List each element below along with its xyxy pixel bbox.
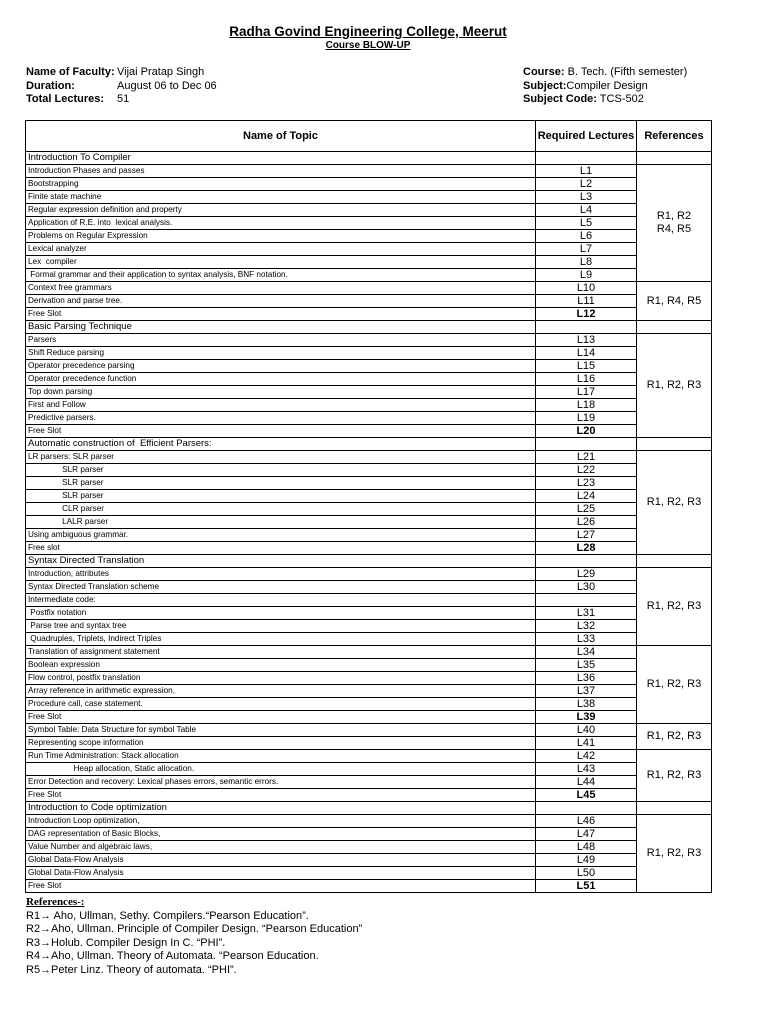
lecture-cell: L34 [536,646,637,659]
topic-cell: Introduction To Compiler [26,152,536,165]
subject-value: Compiler Design [566,79,648,92]
lecture-cell: L4 [536,204,637,217]
lecture-cell: L37 [536,685,637,698]
topic-cell: Introduction Phases and passes [26,165,536,178]
table-row [26,841,712,854]
topic-cell: Free Slot [26,789,536,802]
reference-cell: R1, R2, R3 [637,568,712,646]
topic-cell: Automatic construction of Efficient Parsers: [26,438,536,451]
lecture-cell: L25 [536,503,637,516]
course-info [523,66,687,107]
topic-cell: Bootstrapping [26,178,536,191]
faculty-info [26,66,217,107]
lecture-cell [536,152,637,165]
table-row [26,607,712,620]
lecture-cell: L13 [536,334,637,347]
lecture-cell: L12 [536,308,637,321]
table-row [26,490,712,503]
table-row [26,360,712,373]
reference-item: R5→Peter Linz. Theory of automata. “PHI”. [26,963,237,976]
topic-cell: Problems on Regular Expression [26,230,536,243]
lecture-cell: L9 [536,269,637,282]
lecture-cell: L49 [536,854,637,867]
faculty-label: Name of Faculty: [26,66,115,78]
table-row [26,399,712,412]
topic-cell: Value Number and algebraic laws, [26,841,536,854]
table-row [26,425,712,438]
lecture-cell: L40 [536,724,637,737]
lecture-cell: L11 [536,295,637,308]
reference-cell: R1, R2, R3 [637,646,712,724]
table-row [26,880,712,893]
topic-cell: Formal grammar and their application to syntax analysis, BNF notation. [26,269,536,282]
topic-cell: Derivation and parse tree. [26,295,536,308]
table-row [26,867,712,880]
topic-cell: Finite state machine [26,191,536,204]
reference-cell: R1, R2, R3 [637,815,712,893]
lecture-cell: L1 [536,165,637,178]
reference-cell [637,555,712,568]
college-title: Radha Govind Engineering College, Meerut [229,24,507,39]
lecture-cell: L46 [536,815,637,828]
table-row [26,191,712,204]
topic-cell: Procedure call, case statement. [26,698,536,711]
topic-cell: Operator precedence function [26,373,536,386]
lecture-cell: L29 [536,568,637,581]
lecture-cell [536,594,637,607]
topic-cell: Lexical analyzer [26,243,536,256]
lecture-cell: L22 [536,464,637,477]
table-row [26,633,712,646]
topic-cell: Symbol Table: Data Structure for symbol Table [26,724,536,737]
topic-cell: Array reference in arithmetic expression, [26,685,536,698]
table-row [26,321,712,334]
lecture-table [25,120,712,893]
table-row [26,581,712,594]
topic-cell: LR parsers: SLR parser [26,451,536,464]
topic-cell: CLR parser [26,503,536,516]
topic-cell: SLR parser [26,477,536,490]
lecture-cell: L14 [536,347,637,360]
lecture-cell: L20 [536,425,637,438]
reference-cell [637,321,712,334]
lecture-cell: L6 [536,230,637,243]
table-row [26,828,712,841]
reference-item: R1→ Aho, Ullman, Sethy. Compilers.“Pearson Education”. [26,909,309,922]
table-row [26,334,712,347]
reference-cell: R1, R2, R3 [637,724,712,750]
table-row [26,412,712,425]
topic-cell: Basic Parsing Technique [26,321,536,334]
table-row [26,776,712,789]
table-row [26,451,712,464]
reference-cell: R1, R4, R5 [637,282,712,321]
topic-cell: SLR parser [26,490,536,503]
table-row [26,789,712,802]
course-value: B. Tech. (Fifth semester) [564,66,688,78]
lecture-cell: L41 [536,737,637,750]
table-row [26,542,712,555]
lecture-cell: L45 [536,789,637,802]
topic-cell: Parse tree and syntax tree [26,620,536,633]
table-row [26,438,712,451]
references-heading: References-: [26,896,85,908]
topic-cell: Syntax Directed Translation scheme [26,581,536,594]
topic-cell: Introduction to Code optimization [26,802,536,815]
lecture-cell: L27 [536,529,637,542]
reference-cell: R1, R2, R3 [637,750,712,802]
lecture-cell: L18 [536,399,637,412]
lectures-label: Total Lectures: [26,93,105,105]
topic-cell: Heap allocation, Static allocation. [26,763,536,776]
lecture-cell: L3 [536,191,637,204]
lecture-cell: L10 [536,282,637,295]
lecture-cell: L2 [536,178,637,191]
duration-label: Duration: [26,79,75,92]
course-label: Course: [523,66,565,78]
lectures-value: 51 [117,93,130,105]
table-body [26,152,712,893]
topic-cell: Introduction, attributes [26,568,536,581]
lecture-cell: L36 [536,672,637,685]
table-header-row [26,121,712,152]
reference-cell: R1, R2, R3 [637,451,712,555]
lecture-cell: L7 [536,243,637,256]
reference-cell [637,802,712,815]
table-row [26,685,712,698]
duration-value: August 06 to Dec 06 [117,79,217,92]
table-row [26,568,712,581]
course-subtitle: Course BLOW-UP [325,40,411,51]
table-row [26,204,712,217]
lecture-cell: L39 [536,711,637,724]
reference-cell: R1, R2 R4, R5 [637,165,712,282]
table-row [26,230,712,243]
table-row [26,295,712,308]
topic-cell: Run Time Administration: Stack allocation [26,750,536,763]
topic-cell: LALR parser [26,516,536,529]
table-row [26,477,712,490]
table-row [26,373,712,386]
lecture-cell: L16 [536,373,637,386]
table-row [26,646,712,659]
lecture-cell: L33 [536,633,637,646]
reference-item: R2→Aho, Ullman. Principle of Compiler Design. “Pearson Education” [26,923,363,936]
table-row [26,854,712,867]
lecture-cell: L30 [536,581,637,594]
topic-cell: Error Detection and recovery: Lexical phases errors, semantic errors. [26,776,536,789]
topic-cell: Operator precedence parsing [26,360,536,373]
table-row [26,802,712,815]
table-row [26,763,712,776]
table-row [26,217,712,230]
table-row [26,256,712,269]
lecture-cell: L8 [536,256,637,269]
table-row [26,269,712,282]
topic-cell: Quadruples, Triplets, Indirect Triples [26,633,536,646]
topic-cell: Boolean expression [26,659,536,672]
code-value: TCS-502 [596,93,644,105]
reference-cell [637,152,712,165]
lecture-cell: L50 [536,867,637,880]
table-row [26,529,712,542]
table-row [26,659,712,672]
lecture-cell: L31 [536,607,637,620]
lecture-cell: L26 [536,516,637,529]
topic-cell: Flow control, postfix translation [26,672,536,685]
lecture-cell: L24 [536,490,637,503]
topic-cell: Syntax Directed Translation [26,555,536,568]
topic-cell: Representing scope information [26,737,536,750]
topic-cell: Regular expression definition and property [26,204,536,217]
lecture-cell: L38 [536,698,637,711]
table-row [26,165,712,178]
lecture-cell: L21 [536,451,637,464]
topic-cell: Free Slot [26,711,536,724]
table-row [26,698,712,711]
table-row [26,815,712,828]
code-label: Subject Code: [523,93,597,105]
topic-cell: Using ambiguous grammar. [26,529,536,542]
table-row [26,503,712,516]
topic-cell: Free Slot [26,880,536,893]
topic-cell: Predictive parsers. [26,412,536,425]
lecture-cell [536,438,637,451]
topic-cell: Application of R.E. into lexical analysis. [26,217,536,230]
lecture-cell [536,555,637,568]
table-row [26,620,712,633]
lecture-cell: L51 [536,880,637,893]
topic-cell: First and Follow [26,399,536,412]
topic-cell: Intermediate code: [26,594,536,607]
lecture-cell: L15 [536,360,637,373]
topic-cell: Global Data-Flow Analysis [26,867,536,880]
table-row [26,282,712,295]
topic-cell: DAG representation of Basic Blocks, [26,828,536,841]
table-row [26,516,712,529]
lecture-cell: L47 [536,828,637,841]
lecture-cell: L5 [536,217,637,230]
reference-cell: R1, R2, R3 [637,334,712,438]
lecture-cell: L35 [536,659,637,672]
lecture-cell: L48 [536,841,637,854]
references-section [26,896,362,978]
table-row [26,308,712,321]
topic-cell: Lex compiler [26,256,536,269]
subject-label: Subject: [523,79,567,92]
topic-cell: Top down parsing [26,386,536,399]
lecture-cell [536,802,637,815]
topic-cell: Free Slot [26,308,536,321]
lecture-cell: L43 [536,763,637,776]
lecture-cell: L23 [536,477,637,490]
table-row [26,711,712,724]
topic-cell: Free Slot [26,425,536,438]
header-references: References [637,121,712,152]
reference-item: R4→Aho, Ullman. Theory of Automata. “Pearson Education. [26,950,319,963]
table-row [26,243,712,256]
table-row [26,555,712,568]
topic-cell: SLR parser [26,464,536,477]
topic-cell: Translation of assignment statement [26,646,536,659]
faculty-name: Vijai Pratap Singh [117,66,205,78]
topic-cell: Global Data-Flow Analysis [26,854,536,867]
topic-cell: Free slot [26,542,536,555]
table-row [26,750,712,763]
table-row [26,347,712,360]
header-topic: Name of Topic [26,121,536,152]
table-row [26,152,712,165]
lecture-cell [536,321,637,334]
topic-cell: Context free grammars [26,282,536,295]
topic-cell: Shift Reduce parsing [26,347,536,360]
lecture-cell: L19 [536,412,637,425]
lecture-cell: L28 [536,542,637,555]
table-row [26,178,712,191]
table-row [26,672,712,685]
table-row [26,386,712,399]
reference-cell [637,438,712,451]
reference-item: R3→Holub. Compiler Design In C. “PHI”. [26,936,226,949]
table-row [26,594,712,607]
lecture-cell: L17 [536,386,637,399]
topic-cell: Parsers [26,334,536,347]
lecture-cell: L44 [536,776,637,789]
lecture-cell: L42 [536,750,637,763]
lecture-cell: L32 [536,620,637,633]
table-row [26,464,712,477]
table-row [26,737,712,750]
table-row [26,724,712,737]
topic-cell: Postfix notation [26,607,536,620]
topic-cell: Introduction Loop optimization, [26,815,536,828]
header-lectures: Required Lectures [536,121,637,152]
